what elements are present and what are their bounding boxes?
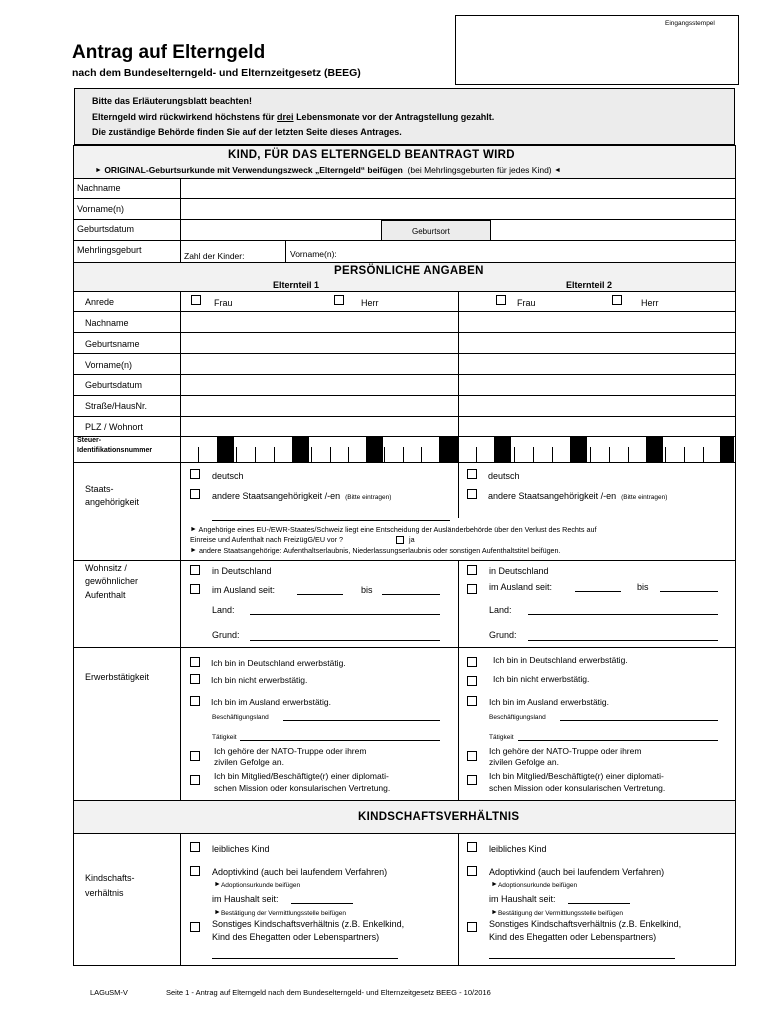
p2-geburtsname-field[interactable] bbox=[459, 333, 735, 353]
p2-dipl-label-1: Ich bin Mitglied/Beschäftigte(r) einer diplomati- bbox=[489, 771, 664, 781]
p1-geburtsdatum-field[interactable] bbox=[181, 375, 457, 395]
p2-dipl-label-2: schen Mission oder konsularischen Vertretung. bbox=[489, 783, 666, 793]
p2-leiblich-checkbox[interactable] bbox=[467, 842, 477, 852]
p2-frau-label: Frau bbox=[517, 298, 536, 308]
p1-nicht-erwerb-checkbox[interactable] bbox=[190, 674, 200, 684]
p1-haushalt-label: im Haushalt seit: bbox=[212, 894, 279, 904]
parent1-heading: Elternteil 1 bbox=[273, 280, 320, 290]
p1-taetigkeit-line[interactable] bbox=[240, 740, 440, 741]
p2-sonst-line[interactable] bbox=[489, 958, 675, 959]
p2-sonst-checkbox[interactable] bbox=[467, 922, 477, 932]
p1-erwerb-ausland-label: Ich bin im Ausland erwerbstätig. bbox=[211, 697, 332, 707]
nationality-label-2: angehörigkeit bbox=[85, 497, 140, 507]
personal-row-label: Geburtsname bbox=[85, 339, 140, 349]
p1-nato-checkbox[interactable] bbox=[190, 751, 200, 761]
p2-adopt-label: Adoptivkind (auch bei laufendem Verfahren) bbox=[489, 867, 665, 877]
p2-erwerb-de-checkbox[interactable] bbox=[467, 657, 477, 667]
p2-andere-label: andere Staatsangehörigkeit /-en (Bitte eintragen) bbox=[488, 491, 668, 501]
nationality-ja-label: ja bbox=[409, 535, 415, 544]
p1-leiblich-label: leibliches Kind bbox=[212, 844, 270, 854]
child-geburtsort-label: Geburtsort bbox=[412, 227, 450, 236]
p2-andere-checkbox[interactable] bbox=[467, 489, 477, 499]
p2-haushalt-line[interactable] bbox=[568, 903, 630, 904]
p1-frau-label: Frau bbox=[214, 298, 233, 308]
residence-label-1: Wohnsitz / bbox=[85, 563, 127, 573]
p2-geburtsdatum-field[interactable] bbox=[459, 375, 735, 395]
p1-taetigkeit-label: Tätigkeit bbox=[212, 734, 237, 741]
p1-adopt-label: Adoptivkind (auch bei laufendem Verfahren) bbox=[212, 867, 388, 877]
child-geburtsdatum-field[interactable] bbox=[181, 220, 381, 240]
p2-land-line[interactable] bbox=[528, 614, 718, 615]
p1-nicht-erwerb-label: Ich bin nicht erwerbstätig. bbox=[211, 675, 308, 685]
steuer-label-1: Steuer- bbox=[77, 437, 102, 444]
p2-nicht-erwerb-label: Ich bin nicht erwerbstätig. bbox=[493, 674, 590, 684]
p2-in-de-checkbox[interactable] bbox=[467, 565, 477, 575]
anrede-label: Anrede bbox=[85, 297, 115, 307]
p2-deutsch-label: deutsch bbox=[488, 471, 520, 481]
p2-plz-field[interactable] bbox=[459, 417, 735, 436]
p1-beschaeftigungsland-label: Beschäftigungsland bbox=[212, 714, 269, 721]
p1-bis-line[interactable] bbox=[382, 594, 440, 595]
nationality-note-1b: Einreise und Aufenthalt nach FreizügG/EU vor ? bbox=[190, 535, 344, 544]
p2-erwerb-de-label: Ich bin in Deutschland erwerbstätig. bbox=[493, 655, 628, 665]
p2-nachname-field[interactable] bbox=[459, 312, 735, 332]
notice-line-2: Elterngeld wird rückwirkend höchstens für drei Lebensmonate vor der Antragstellung gezahlt. bbox=[92, 112, 495, 122]
p2-bis-label: bis bbox=[637, 582, 649, 592]
notice-line-1: Bitte das Erläuterungsblatt beachten! bbox=[92, 96, 253, 106]
p1-land-label: Land: bbox=[212, 605, 235, 615]
p1-dipl-checkbox[interactable] bbox=[190, 775, 200, 785]
p2-grund-label: Grund: bbox=[489, 630, 517, 640]
child-geburtsdatum-label: Geburtsdatum bbox=[77, 224, 135, 234]
p2-strasse-field[interactable] bbox=[459, 396, 735, 416]
personal-row-label: Vorname(n) bbox=[85, 360, 133, 370]
p2-leiblich-label: leibliches Kind bbox=[489, 844, 547, 854]
personal-section-title: PERSÖNLICHE ANGABEN bbox=[334, 265, 484, 277]
p2-land-label: Land: bbox=[489, 605, 512, 615]
p2-adopt-checkbox[interactable] bbox=[467, 866, 477, 876]
p2-in-de-label: in Deutschland bbox=[489, 566, 549, 576]
kinship-section-title: KINDSCHAFTSVERHÄLTNIS bbox=[358, 811, 520, 823]
p1-sonst-checkbox[interactable] bbox=[190, 922, 200, 932]
p1-nationality-line[interactable] bbox=[212, 520, 450, 521]
p2-frau-checkbox[interactable] bbox=[496, 295, 506, 305]
footer-page-info: Seite 1 - Antrag auf Elterngeld nach dem Bundeselterngeld- und Elternzeitgesetz BEEG - 10/2016 bbox=[166, 988, 491, 997]
p2-ausland-seit-line[interactable] bbox=[575, 591, 621, 592]
child-vorname-label: Vorname(n) bbox=[77, 204, 125, 214]
p1-sonst-label-1: Sonstiges Kindschaftsverhältnis (z.B. Enkelkind, bbox=[212, 919, 405, 929]
p1-bis-label: bis bbox=[361, 585, 373, 595]
p2-adopt-note: ►Adoptionsurkunde beifügen bbox=[491, 881, 578, 889]
p1-grund-line[interactable] bbox=[250, 640, 440, 641]
p2-nato-label-1: Ich gehöre der NATO-Truppe oder ihrem bbox=[489, 746, 642, 756]
page-title: Antrag auf Elterngeld bbox=[72, 42, 266, 63]
p2-taetigkeit-line[interactable] bbox=[518, 740, 718, 741]
p1-erwerb-de-label: Ich bin in Deutschland erwerbstätig. bbox=[211, 658, 346, 668]
p1-herr-checkbox[interactable] bbox=[334, 295, 344, 305]
child-vornamen-label: Vorname(n): bbox=[290, 249, 337, 259]
p1-in-de-label: in Deutschland bbox=[212, 566, 272, 576]
child-zahl-label: Zahl der Kinder: bbox=[184, 251, 245, 261]
p1-deutsch-label: deutsch bbox=[212, 471, 244, 481]
parent2-heading: Elternteil 2 bbox=[566, 280, 613, 290]
p2-ausland-checkbox[interactable] bbox=[467, 584, 477, 594]
p1-vorname-field[interactable] bbox=[181, 354, 457, 374]
p1-ausland-label: im Ausland seit: bbox=[212, 585, 276, 595]
p1-dipl-label-2: schen Mission oder konsularischen Vertretung. bbox=[214, 783, 391, 793]
p1-beschaeftigungsland-line[interactable] bbox=[283, 720, 440, 721]
p2-herr-label: Herr bbox=[641, 298, 659, 308]
p2-bis-line[interactable] bbox=[660, 591, 718, 592]
residence-label-3: Aufenthalt bbox=[85, 590, 126, 600]
p1-sonst-line[interactable] bbox=[212, 958, 398, 959]
p1-deutsch-checkbox[interactable] bbox=[190, 469, 200, 479]
p2-nicht-erwerb-checkbox[interactable] bbox=[467, 676, 477, 686]
child-original-note: ► ORIGINAL-Geburtsurkunde mit Verwendungszweck „Elterngeld“ beifügen (bei Mehrlingsgeburten für jedes Kind) ◄ bbox=[95, 165, 561, 175]
p2-erwerb-ausland-checkbox[interactable] bbox=[467, 696, 477, 706]
p2-haushalt-label: im Haushalt seit: bbox=[489, 894, 556, 904]
child-vornamen-field[interactable] bbox=[350, 242, 734, 260]
p2-nato-label-2: zivilen Gefolge an. bbox=[489, 757, 559, 767]
p1-sonst-label-2: Kind des Ehegatten oder Lebenspartners) bbox=[212, 932, 380, 942]
p1-leiblich-checkbox[interactable] bbox=[190, 842, 200, 852]
p1-bestaetigung-note: ►Bestätigung der Vermittlungsstelle beifügen bbox=[214, 909, 346, 917]
residence-label-2: gewöhnlicher bbox=[85, 576, 139, 586]
p2-sonst-label-2: Kind des Ehegatten oder Lebenspartners) bbox=[489, 932, 657, 942]
p1-haushalt-line[interactable] bbox=[291, 903, 353, 904]
child-nachname-field[interactable] bbox=[181, 179, 735, 198]
p1-nachname-field[interactable] bbox=[181, 312, 457, 332]
p1-andere-label: andere Staatsangehörigkeit /-en (Bitte eintragen) bbox=[212, 491, 392, 501]
kinship-label-2: verhältnis bbox=[85, 888, 124, 898]
p2-herr-checkbox[interactable] bbox=[612, 295, 622, 305]
p1-nato-label-1: Ich gehöre der NATO-Truppe oder ihrem bbox=[214, 746, 367, 756]
nationality-label-1: Staats- bbox=[85, 484, 114, 494]
p2-vorname-field[interactable] bbox=[459, 354, 735, 374]
p2-taetigkeit-label: Tätigkeit bbox=[489, 734, 514, 741]
child-mehrling-label: Mehrlingsgeburt bbox=[77, 245, 142, 255]
p1-geburtsname-field[interactable] bbox=[181, 333, 457, 353]
p2-erwerb-ausland-label: Ich bin im Ausland erwerbstätig. bbox=[489, 697, 610, 707]
footer-code: LAGuSM-V bbox=[90, 988, 128, 997]
notice-line-3: Die zuständige Behörde finden Sie auf der letzten Seite dieses Antrages. bbox=[92, 127, 402, 137]
nationality-note-1: ► Angehörige eines EU-/EWR-Staates/Schweiz liegt eine Entscheidung der Ausländerbehörde über den Verlust des Rechts auf bbox=[190, 525, 597, 534]
personal-row-label: Straße/HausNr. bbox=[85, 401, 148, 411]
personal-row-label: Geburtsdatum bbox=[85, 380, 143, 390]
p1-ausland-seit-line[interactable] bbox=[297, 594, 343, 595]
p2-beschaeftigungsland-label: Beschäftigungsland bbox=[489, 714, 546, 721]
p2-ausland-label: im Ausland seit: bbox=[489, 582, 553, 592]
p1-andere-checkbox[interactable] bbox=[190, 489, 200, 499]
steuer-label-2: Identifikationsnummer bbox=[77, 447, 153, 454]
p1-in-de-checkbox[interactable] bbox=[190, 565, 200, 575]
p1-dipl-label-1: Ich bin Mitglied/Beschäftigte(r) einer diplomati- bbox=[214, 771, 389, 781]
personal-row-label: Nachname bbox=[85, 318, 129, 328]
child-vorname-field[interactable] bbox=[181, 199, 735, 219]
p2-grund-line[interactable] bbox=[528, 640, 718, 641]
p1-frau-checkbox[interactable] bbox=[191, 295, 201, 305]
p2-sonst-label-1: Sonstiges Kindschaftsverhältnis (z.B. Enkelkind, bbox=[489, 919, 682, 929]
child-section-title: KIND, FÜR DAS ELTERNGELD BEANTRAGT WIRD bbox=[228, 149, 515, 161]
steuer-id-digit-grid bbox=[180, 437, 736, 463]
p2-beschaeftigungsland-line[interactable] bbox=[560, 720, 718, 721]
p1-plz-field[interactable] bbox=[181, 417, 457, 436]
p1-ausland-checkbox[interactable] bbox=[190, 584, 200, 594]
kinship-label-1: Kindschafts- bbox=[85, 873, 135, 883]
p2-bestaetigung-note: ►Bestätigung der Vermittlungsstelle beifügen bbox=[491, 909, 623, 917]
p1-nato-label-2: zivilen Gefolge an. bbox=[214, 757, 284, 767]
p1-land-line[interactable] bbox=[250, 614, 440, 615]
p1-erwerb-ausland-checkbox[interactable] bbox=[190, 696, 200, 706]
p1-herr-label: Herr bbox=[361, 298, 379, 308]
p1-grund-label: Grund: bbox=[212, 630, 240, 640]
p1-adopt-note: ►Adoptionsurkunde beifügen bbox=[214, 881, 301, 889]
personal-row-label: PLZ / Wohnort bbox=[85, 422, 143, 432]
p2-nato-checkbox[interactable] bbox=[467, 751, 477, 761]
p1-erwerb-de-checkbox[interactable] bbox=[190, 657, 200, 667]
child-nachname-label: Nachname bbox=[77, 183, 121, 193]
p2-deutsch-checkbox[interactable] bbox=[467, 469, 477, 479]
p1-strasse-field[interactable] bbox=[181, 396, 457, 416]
child-zahl-field[interactable] bbox=[262, 242, 284, 260]
stamp-label: Eingangsstempel bbox=[665, 20, 715, 27]
page-subtitle: nach dem Bundeselterngeld- und Elternzeitgesetz (BEEG) bbox=[72, 67, 361, 79]
p1-adopt-checkbox[interactable] bbox=[190, 866, 200, 876]
employment-label: Erwerbstätigkeit bbox=[85, 672, 150, 682]
child-geburtsort-field[interactable] bbox=[492, 220, 735, 240]
nationality-ja-checkbox[interactable] bbox=[396, 536, 404, 544]
p2-dipl-checkbox[interactable] bbox=[467, 775, 477, 785]
nationality-note-2: ► andere Staatsangehörige: Aufenthaltserlaubnis, Niederlassungserlaubnis oder sonstigen Aufenthaltstitel beifügen. bbox=[190, 546, 561, 555]
